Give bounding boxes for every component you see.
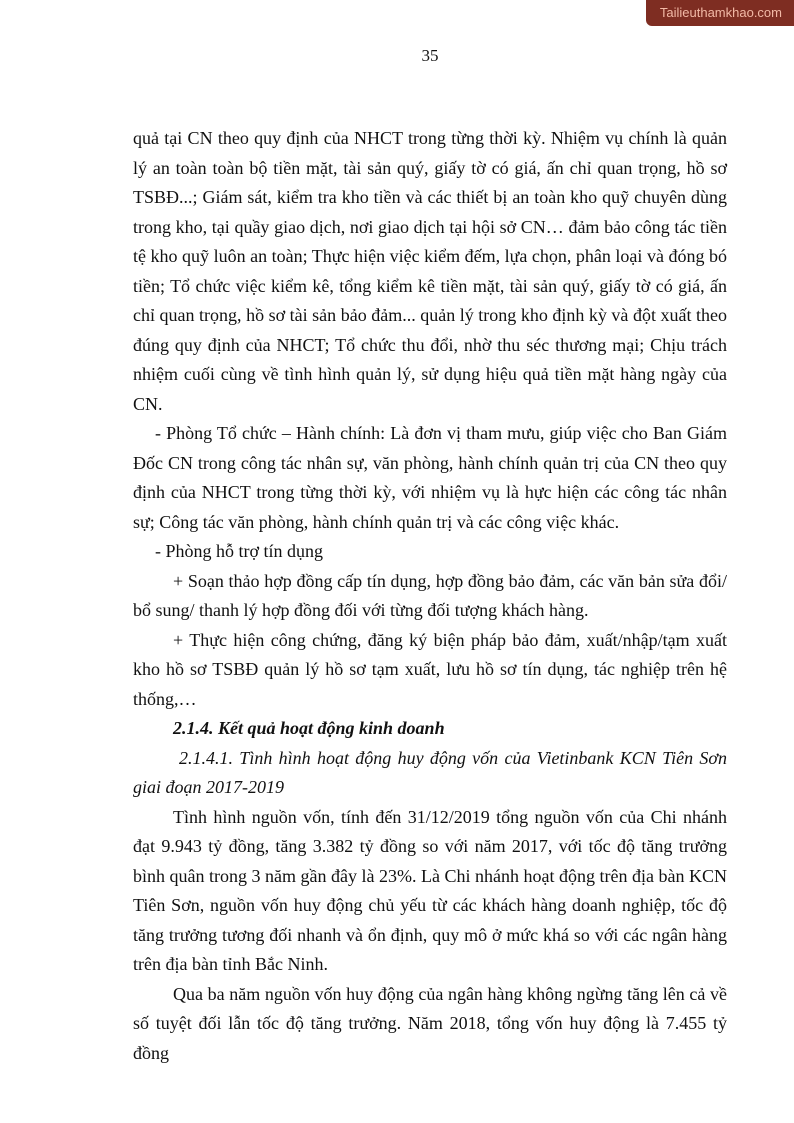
page-number: 35 — [421, 46, 439, 65]
paragraph-dash-item: - Phòng Tổ chức – Hành chính: Là đơn vị tham mưu, giúp việc cho Ban Giám Đốc CN trong công tác nhân sự, văn phòng, hành chính quản trị của CN theo quy định của NHCT trong từng thời kỳ, với nhiệm vụ là hực hiện các công tác nhân sự; Công tác văn phòng, hành chính quản trị và các công việc khác. — [133, 423, 727, 532]
paragraph-body-continuation: quả tại CN theo quy định của NHCT trong từng thời kỳ. Nhiệm vụ chính là quản lý an toàn toàn bộ tiền mặt, tài sản quý, giấy tờ có giá, ấn chỉ quan trọng, hồ sơ TSBĐ...; Giám sát, kiểm tra kho tiền và các thiết bị an toàn kho quỹ chuyên dùng trong kho, tại quầy giao dịch, nơi giao dịch tại hội sở CN… đảm bảo công tác tiền tệ kho quỹ luôn an toàn; Thực hiện việc kiểm đếm, lựa chọn, phân loại và đóng bó tiền; Tổ chức việc kiểm kê, tổng kiểm kê tiền mặt, tài sản quý, giấy tờ có giá, ấn chỉ quan trọng, hồ sơ tài sản bảo đảm... quản lý trong kho định kỳ và đột xuất theo đúng quy định của NHCT; Tổ chức thu đổi, nhờ thu séc thương mại; Chịu trách nhiệm cuối cùng về tình hình quản lý, sử dụng hiệu quả tiền mặt hàng ngày của CN. — [133, 128, 727, 414]
document-content — [133, 124, 727, 1068]
subsection-heading: 2.1.4.1. Tình hình hoạt động huy động vốn của Vietinbank KCN Tiên Sơn giai đoạn 2017-2019 — [133, 747, 727, 797]
paragraph-plus-item: + Soạn thảo hợp đồng cấp tín dụng, hợp đồng bảo đảm, các văn bản sửa đổi/ bổ sung/ thanh lý hợp đồng đối với từng đối tượng khách hàng. — [133, 570, 727, 620]
paragraph-body: Qua ba năm nguồn vốn huy động của ngân hàng không ngừng tăng lên cả về số tuyệt đối lẫn tốc độ tăng trưởng. Năm 2018, tổng vốn huy động là 7.455 tỷ đồng — [133, 983, 727, 1063]
watermark-text: Tailieuthamkhao.com — [659, 5, 782, 20]
watermark-badge — [646, 0, 794, 26]
paragraph-dash-item: - Phòng hỗ trợ tín dụng — [155, 541, 324, 561]
section-heading: 2.1.4. Kết quả hoạt động kinh doanh — [173, 718, 445, 738]
paragraph-body: Tình hình nguồn vốn, tính đến 31/12/2019 tổng nguồn vốn của Chi nhánh đạt 9.943 tỷ đồng, tăng 3.382 tỷ đồng so với năm 2017, với tốc độ tăng trưởng bình quân trong 3 năm gần đây là 23%. Là Chi nhánh hoạt động trên địa bàn KCN Tiên Sơn, nguồn vốn huy động chủ yếu từ các khách hàng doanh nghiệp, tốc độ tăng trưởng tương đối nhanh và ổn định, quy mô ở mức khá so với các ngân hàng trên địa bàn tỉnh Bắc Ninh. — [133, 806, 727, 974]
paragraph-plus-item: + Thực hiện công chứng, đăng ký biện pháp bảo đảm, xuất/nhập/tạm xuất kho hồ sơ TSBĐ quản lý hồ sơ tạm xuất, lưu hồ sơ tín dụng, tác nghiệp trên hệ thống,… — [133, 629, 727, 709]
